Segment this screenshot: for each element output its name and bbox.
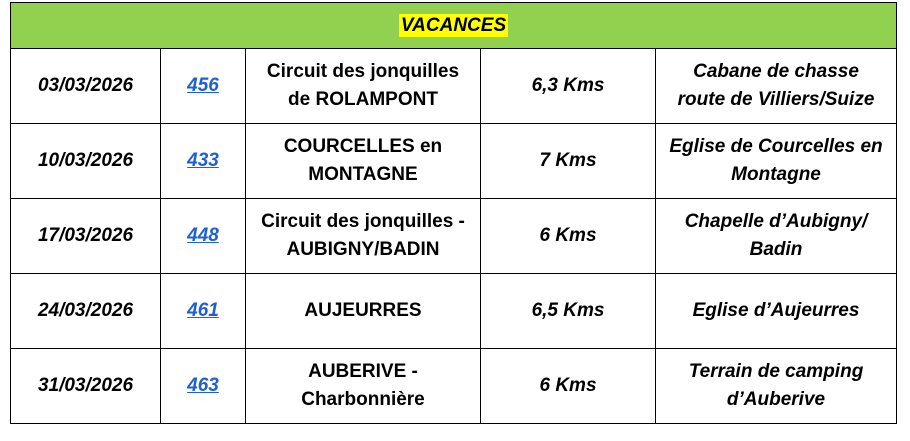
circuit-name-line1: AUJEURRES [304, 300, 422, 321]
date-cell: 31/03/2026 [11, 349, 161, 424]
table-row [11, 199, 897, 274]
circuit-name-line2: AUBIGNY/BADIN [286, 239, 440, 260]
meeting-place-line2: route de Villiers/Suize [677, 89, 875, 110]
header-row [11, 3, 897, 49]
meeting-place-cell [656, 49, 897, 124]
table-title: VACANCES [400, 14, 507, 36]
circuit-number-cell [161, 274, 246, 349]
distance-cell: 6 Kms [481, 199, 656, 274]
table-row [11, 349, 897, 424]
meeting-place-cell [656, 349, 897, 424]
date-cell: 24/03/2026 [11, 274, 161, 349]
meeting-place-cell [656, 124, 897, 199]
distance-cell: 6,5 Kms [481, 274, 656, 349]
circuit-name-cell [246, 124, 481, 199]
distance-cell: 6,3 Kms [481, 49, 656, 124]
circuit-name-line2: de ROLAMPONT [288, 89, 438, 110]
circuit-name-line1: Circuit des jonquilles [266, 61, 460, 82]
circuit-name-line2: MONTAGNE [308, 164, 418, 185]
meeting-place-line1: Chapelle d’Aubigny/ [684, 211, 868, 232]
meeting-place-line1: Cabane de chasse [693, 61, 859, 82]
circuit-number-link[interactable]: 448 [187, 225, 219, 246]
schedule-table [10, 2, 897, 424]
meeting-place-line2: d’Auberive [726, 389, 826, 410]
circuit-number-link[interactable]: 463 [187, 375, 219, 396]
date-cell: 03/03/2026 [11, 49, 161, 124]
circuit-name-line1: AUBERIVE - [308, 361, 418, 382]
circuit-number-cell [161, 199, 246, 274]
meeting-place-line1: Eglise de Courcelles en [669, 136, 883, 157]
meeting-place-line2: Badin [749, 239, 803, 260]
circuit-name-cell [246, 49, 481, 124]
circuit-number-cell [161, 349, 246, 424]
circuit-name-line1: Circuit des jonquilles - [261, 211, 465, 232]
circuit-number-cell [161, 49, 246, 124]
table-row [11, 274, 897, 349]
distance-cell: 7 Kms [481, 124, 656, 199]
circuit-name-cell [246, 349, 481, 424]
table-row [11, 49, 897, 124]
circuit-number-link[interactable]: 461 [187, 300, 219, 321]
circuit-number-cell [161, 124, 246, 199]
circuit-name-cell [246, 274, 481, 349]
date-cell: 17/03/2026 [11, 199, 161, 274]
meeting-place-line1: Eglise d’Aujeurres [692, 300, 860, 321]
circuit-name-line1: COURCELLES en [283, 136, 443, 157]
meeting-place-line2: Montagne [731, 164, 821, 185]
meeting-place-cell [656, 199, 897, 274]
header-cell [11, 3, 897, 49]
distance-cell: 6 Kms [481, 349, 656, 424]
meeting-place-line1: Terrain de camping [688, 361, 864, 382]
circuit-name-line2: Charbonnière [301, 389, 425, 410]
schedule-table-wrapper [10, 2, 896, 424]
circuit-number-link[interactable]: 456 [187, 75, 219, 96]
circuit-number-link[interactable]: 433 [187, 150, 219, 171]
table-row [11, 124, 897, 199]
date-cell: 10/03/2026 [11, 124, 161, 199]
meeting-place-cell [656, 274, 897, 349]
circuit-name-cell [246, 199, 481, 274]
